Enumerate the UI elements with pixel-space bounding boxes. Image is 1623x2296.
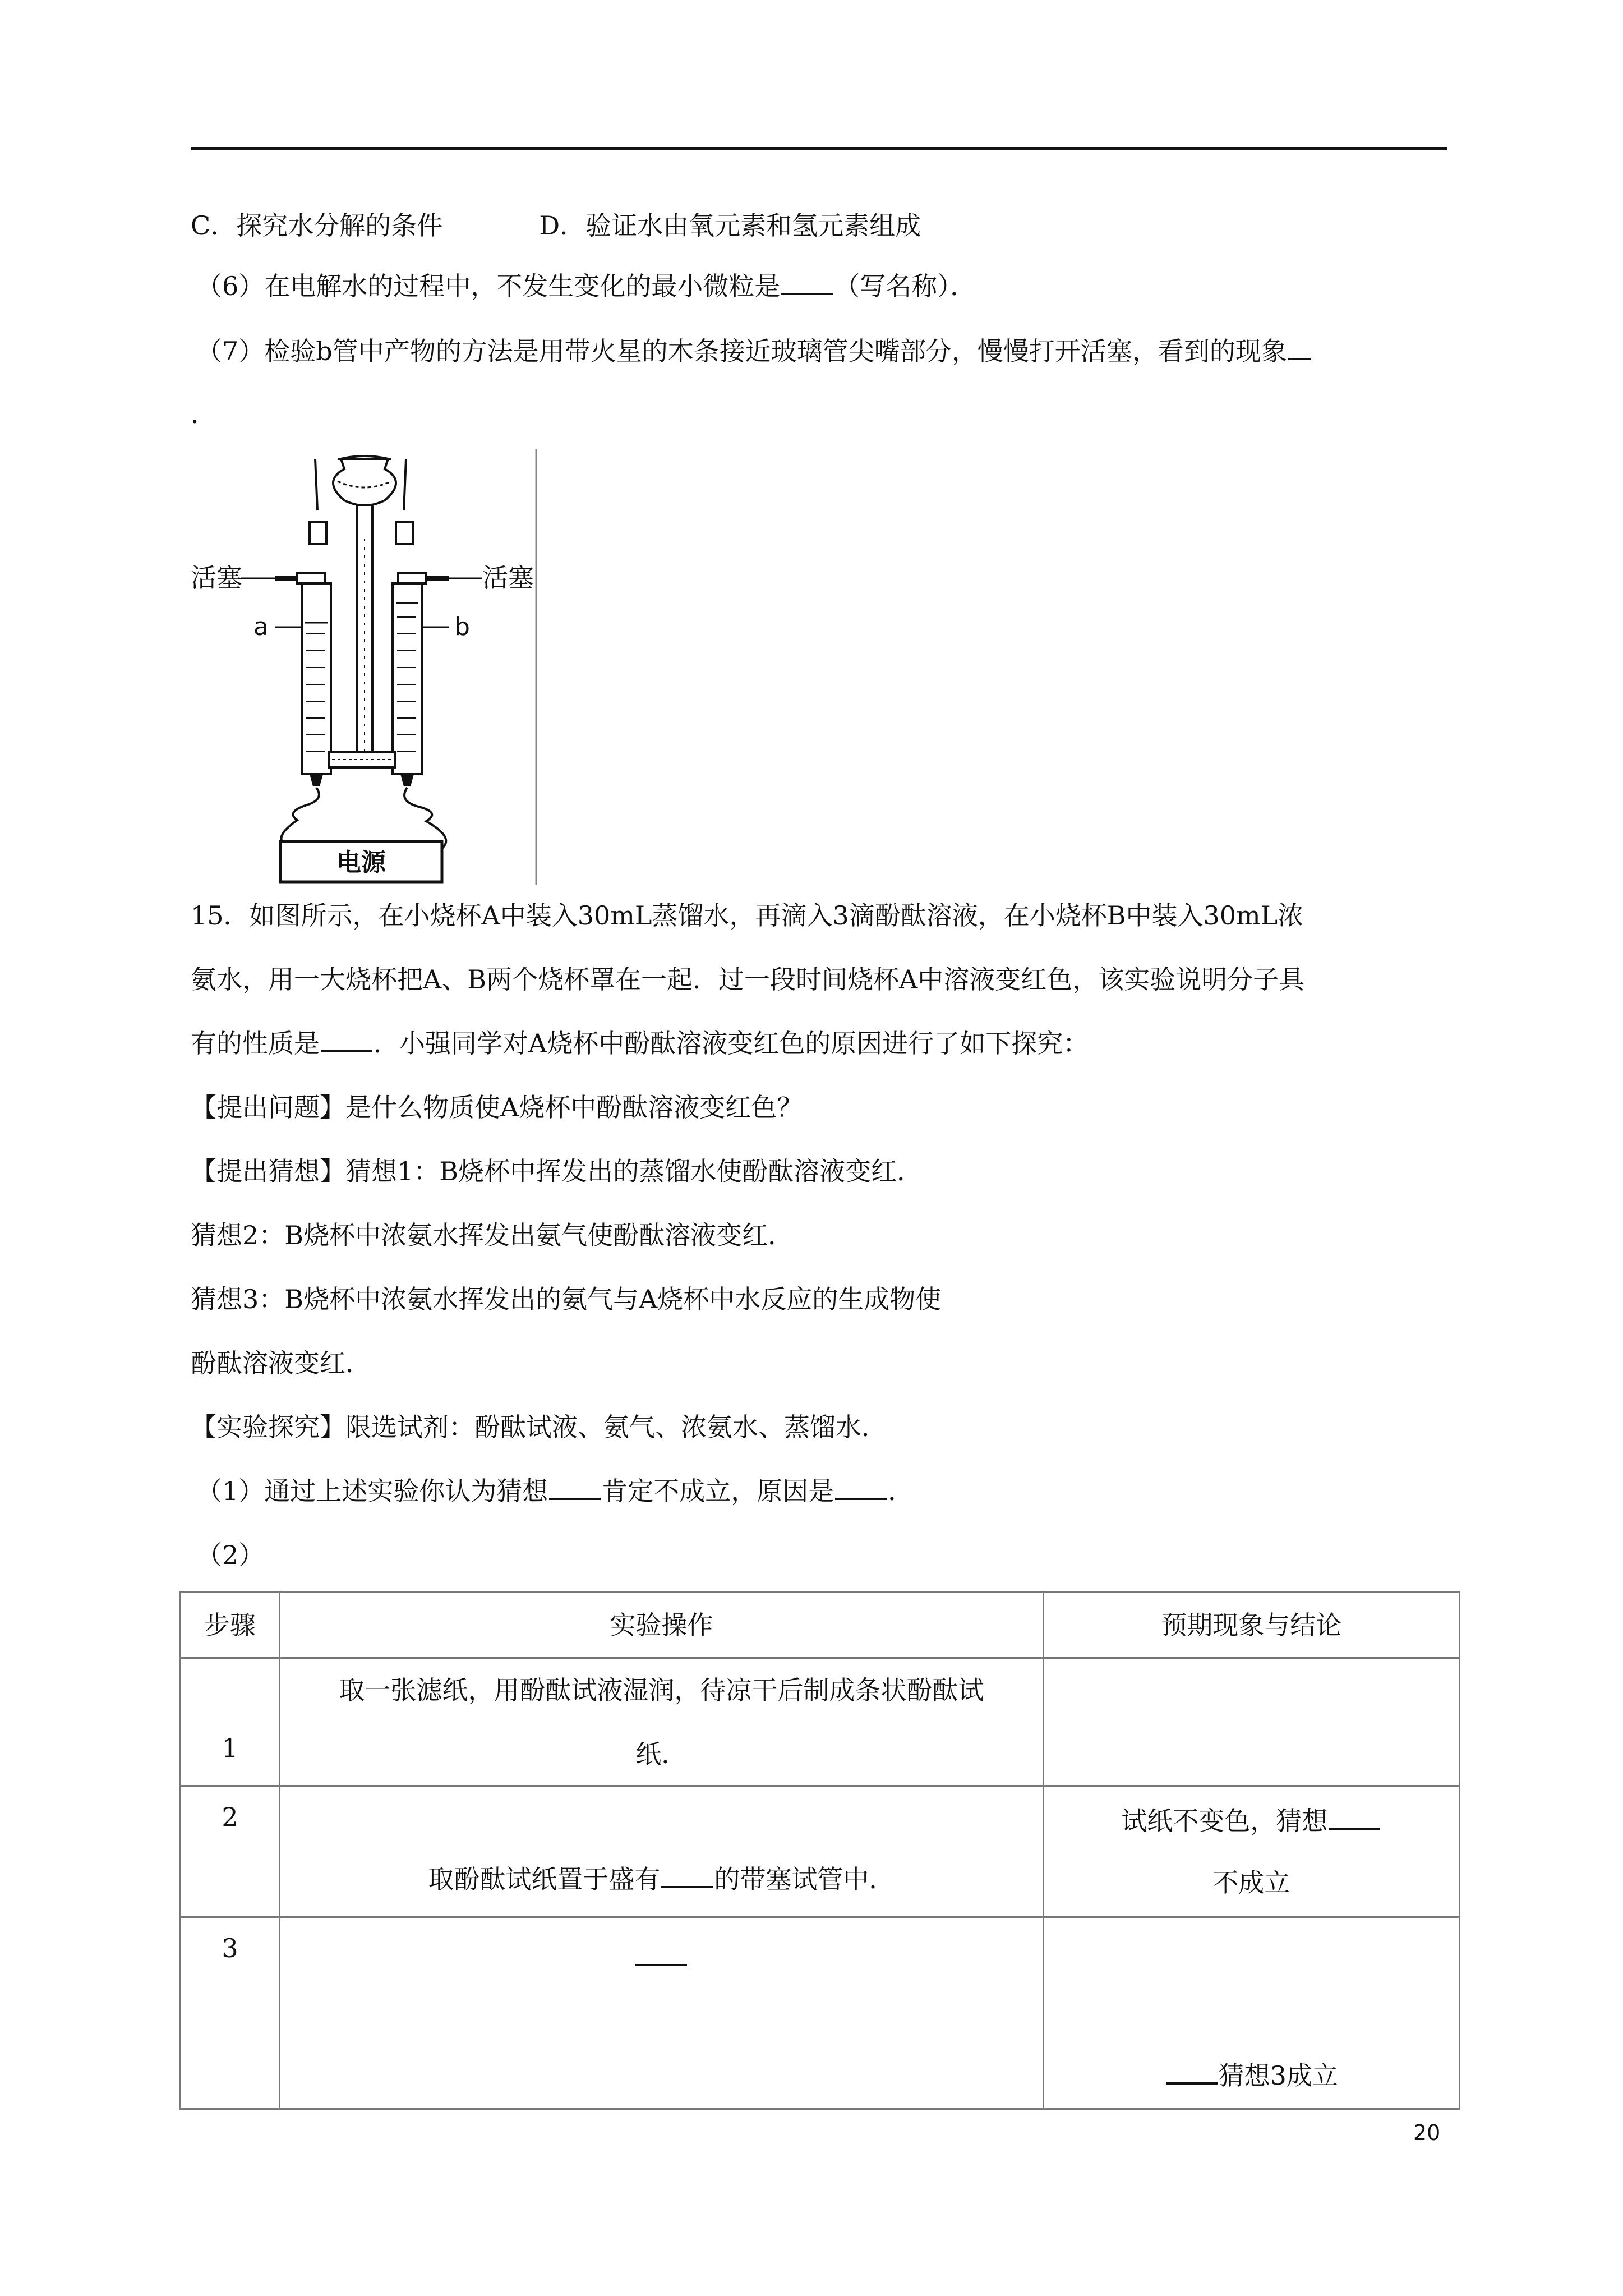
operation-3-blank <box>635 1941 687 1966</box>
q7-text: （7）检验b管中产物的方法是用带火星的木条接近玻璃管尖嘴部分，慢慢打开活塞，看到的现象 <box>196 336 1287 366</box>
tube-b-label: b <box>454 613 470 641</box>
electrolysis-apparatus-diagram <box>191 449 538 885</box>
stopcock-right-label: 活塞 <box>482 563 534 593</box>
raise-question: 【提出问题】是什么物质使A烧杯中酚酞溶液变红色？ <box>191 1092 803 1122</box>
sub1-text: （1）通过上述实验你认为猜想 <box>196 1476 548 1506</box>
q15-line3-text: 有的性质是 <box>191 1028 320 1059</box>
q6-blank <box>781 270 833 295</box>
result-2-blank <box>1329 1805 1380 1830</box>
guess-3: 猜想3：B烧杯中浓氨水挥发出的氨气与A烧杯中水反应的生成物使 <box>191 1284 942 1314</box>
q15-blank <box>321 1028 372 1052</box>
header-operation: 实验操作 <box>280 1592 1044 1658</box>
step-2: 2 <box>181 1786 280 1917</box>
result-1 <box>1043 1658 1459 1786</box>
step-3: 3 <box>181 1917 280 2109</box>
result-2 <box>1043 1786 1459 1917</box>
operation-1 <box>280 1658 1044 1786</box>
table-row <box>181 1658 1460 1786</box>
q6-text-end: （写名称）． <box>834 271 976 301</box>
table-header-row <box>181 1592 1460 1658</box>
operation-1-line1: 取一张滤纸，用酚酞试液湿润，待凉干后制成条状酚酞试 <box>339 1674 984 1705</box>
tube-a-label: a <box>253 613 269 641</box>
q15-line2: 氨水，用一大烧杯把A、B两个烧杯罩在一起．过一段时间烧杯A中溶液变红色，该实验说明分子具 <box>191 964 1305 995</box>
power-label: 电源 <box>336 848 386 877</box>
operation-2-text: 取酚酞试纸置于盛有 <box>428 1864 661 1894</box>
option-d: D．验证水由氧元素和氢元素组成 <box>539 210 921 241</box>
q15-line3 <box>191 1027 1089 1060</box>
table-row <box>181 1917 1460 2109</box>
sub-question-2: （2） <box>196 1540 265 1570</box>
sub1-text-mid: 肯定不成立，原因是 <box>602 1476 834 1506</box>
result-2-line2: 不成立 <box>1212 1867 1290 1898</box>
result-2-line1 <box>1054 1804 1449 1838</box>
guess-2: 猜想2：B烧杯中浓氨水挥发出氨气使酚酞溶液变红． <box>191 1220 794 1250</box>
sub1-blank-reason <box>835 1475 887 1500</box>
header-step: 步骤 <box>181 1592 280 1658</box>
operation-3 <box>280 1917 1044 2109</box>
result-3-text: 猜想3成立 <box>1218 2060 1338 2091</box>
table-row <box>181 1786 1460 1917</box>
experiment-table <box>179 1591 1460 2110</box>
sub1-blank-guess <box>549 1475 601 1500</box>
sub-question-1 <box>196 1474 914 1508</box>
page-number: 20 <box>1413 2120 1441 2145</box>
q6-text: （6）在电解水的过程中，不发生变化的最小微粒是 <box>196 271 781 301</box>
header-result: 预期现象与结论 <box>1043 1592 1459 1658</box>
result-3-blank <box>1166 2060 1218 2085</box>
q7-blank <box>1288 335 1311 360</box>
q15-line1: 15．如图所示，在小烧杯A中装入30mL蒸馏水，再滴入3滴酚酞溶液，在小烧杯B中装入30mL浓 <box>191 900 1304 931</box>
experiment-explore: 【实验探究】限选试剂：酚酞试液、氨气、浓氨水、蒸馏水． <box>191 1412 887 1442</box>
q15-line3-end: ．小强同学对A烧杯中酚酞溶液变红色的原因进行了如下探究： <box>374 1028 1089 1059</box>
result-3 <box>1043 1917 1459 2109</box>
sub1-text-end: ． <box>888 1476 914 1506</box>
option-c: C．探究水分解的条件 <box>191 210 443 241</box>
operation-2-blank <box>661 1864 713 1888</box>
result-2-text: 试纸不变色，猜想 <box>1121 1805 1328 1836</box>
guess-1: 【提出猜想】猜想1：B烧杯中挥发出的蒸馏水使酚酞溶液变红． <box>191 1156 923 1186</box>
operation-2 <box>280 1786 1044 1917</box>
step-1: 1 <box>181 1658 280 1786</box>
options-line <box>191 209 921 242</box>
operation-2-text-end: 的带塞试管中． <box>714 1864 895 1894</box>
question-7 <box>196 334 1312 368</box>
header-rule <box>191 147 1447 150</box>
guess-3-cont: 酚酞溶液变红． <box>191 1348 371 1378</box>
question-6 <box>196 269 976 303</box>
stopcock-left-label: 活塞 <box>191 563 242 593</box>
question-7-cont: ． <box>191 399 216 429</box>
operation-1-line2: 纸． <box>635 1738 688 1769</box>
